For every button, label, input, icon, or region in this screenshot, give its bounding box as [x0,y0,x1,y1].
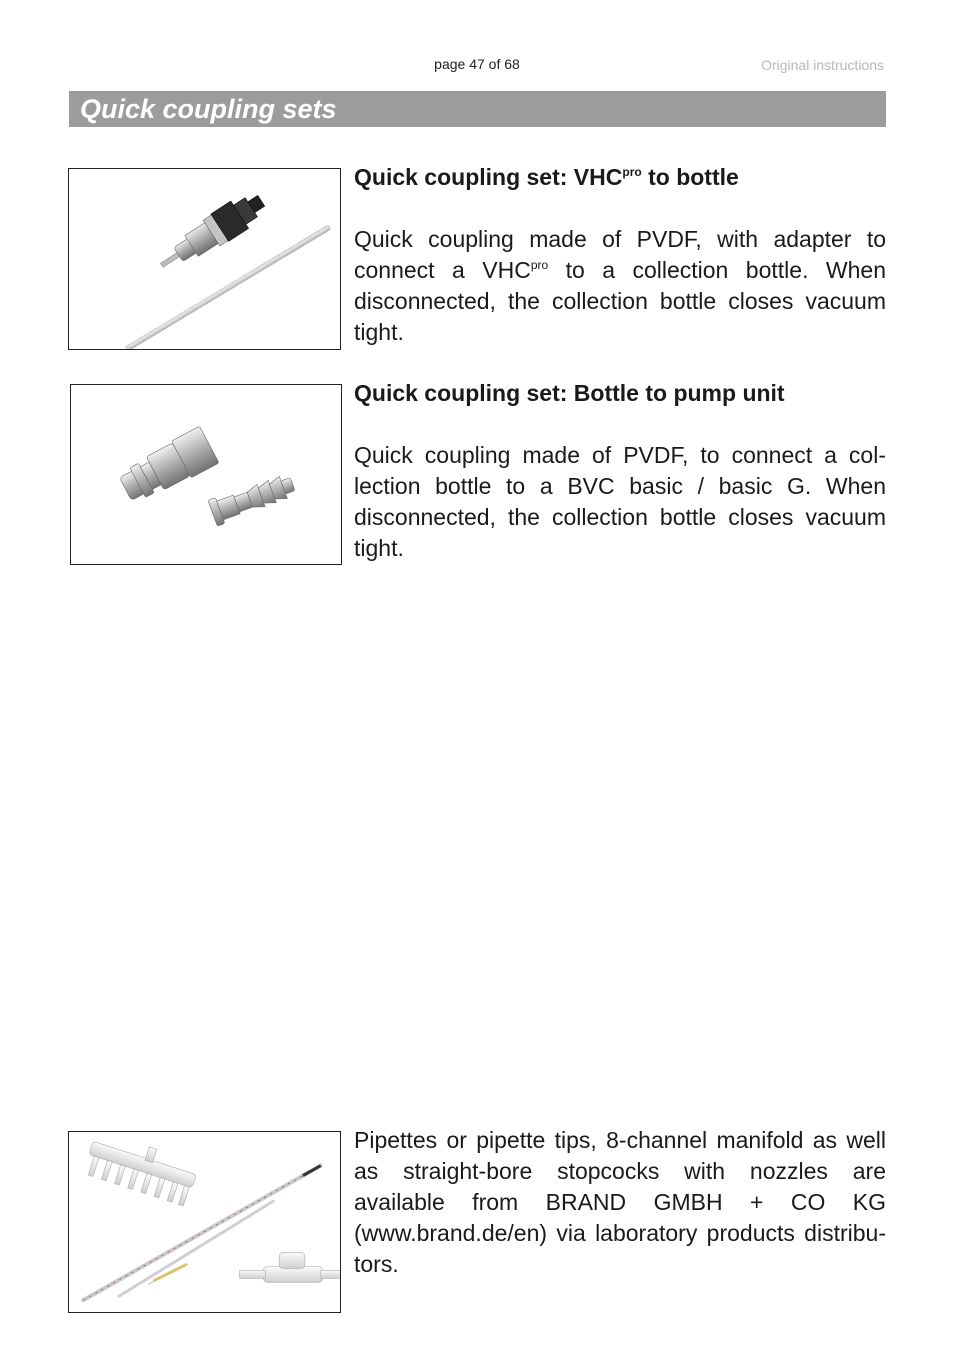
item-description: Quick coupling made of PVDF, with adapter to connect a $VHC^{pro}$ to a collection bottle. When disconnected, the collection bottle closes vacuum tight. [354,226,886,345]
item-title: Quick coupling set: $VHC^{pro}$ to bottle [354,164,739,190]
bottle-pump-coupling-image [70,384,342,565]
item-bottle-to-pump [354,378,886,564]
item-title: Quick coupling set: Bottle to pump unit [354,380,785,406]
page-number: page 47 of 68 [434,56,520,72]
section-title: Quick coupling sets [80,94,337,124]
item-description: Pipettes or pipette tips, 8-channel manifold as well as straight-bore stopcocks with nozzles are available from BRAND GMBH + CO KG (www.brand.de/en) via laboratory products distributors. [354,1127,886,1277]
item-vhc-to-bottle [354,162,886,348]
section-header-bar [69,91,886,127]
item-description: Quick coupling made of PVDF, to connect a collection bottle to a BVC basic / basic G. When disconnected, the collection bottle closes vacuum tight. [354,442,886,561]
pipettes-manifold-image [68,1131,341,1313]
vhc-coupling-image [68,168,341,350]
item-pipettes-info [354,1125,886,1280]
document-label: Original instructions [761,57,884,73]
